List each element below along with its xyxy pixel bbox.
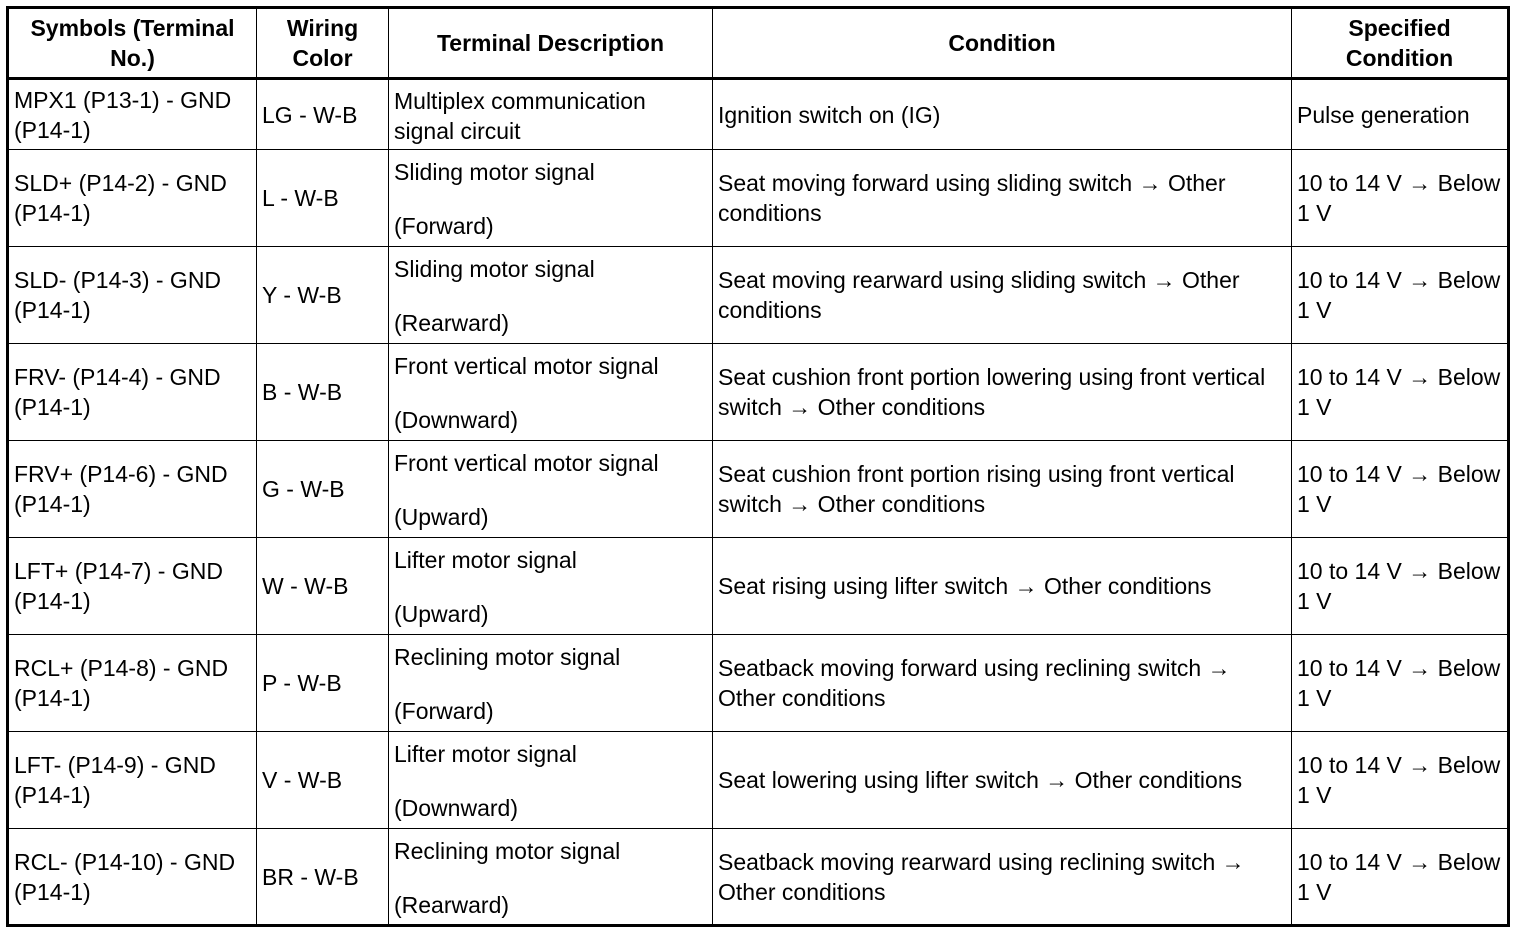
cell-condition: Seatback moving forward using reclining switch → Other conditions bbox=[713, 635, 1292, 732]
cell-condition: Seat cushion front portion rising using front vertical switch → Other conditions bbox=[713, 441, 1292, 538]
cell-wiring-color: B - W-B bbox=[257, 344, 389, 441]
cell-description bbox=[389, 344, 713, 441]
table-row bbox=[8, 344, 1509, 441]
cell-description bbox=[389, 150, 713, 247]
description-direction: (Downward) bbox=[394, 795, 518, 821]
table-body bbox=[8, 79, 1509, 926]
description-direction: (Forward) bbox=[394, 213, 494, 239]
cell-symbols: FRV+ (P14-6) - GND (P14-1) bbox=[8, 441, 257, 538]
cell-specified: Pulse generation bbox=[1292, 79, 1509, 150]
cell-condition: Seat rising using lifter switch → Other conditions bbox=[713, 538, 1292, 635]
cell-symbols: SLD- (P14-3) - GND (P14-1) bbox=[8, 247, 257, 344]
description-text: Lifter motor signal bbox=[394, 741, 577, 767]
cell-specified: 10 to 14 V → Below 1 V bbox=[1292, 635, 1509, 732]
cell-symbols: FRV- (P14-4) - GND (P14-1) bbox=[8, 344, 257, 441]
cell-specified: 10 to 14 V → Below 1 V bbox=[1292, 150, 1509, 247]
cell-description bbox=[389, 635, 713, 732]
header-condition: Condition bbox=[713, 8, 1292, 79]
cell-wiring-color: P - W-B bbox=[257, 635, 389, 732]
cell-condition: Seat moving forward using sliding switch → Other conditions bbox=[713, 150, 1292, 247]
table-row bbox=[8, 829, 1509, 926]
cell-condition: Seatback moving rearward using reclining switch → Other conditions bbox=[713, 829, 1292, 926]
description-text: Sliding motor signal bbox=[394, 159, 595, 185]
cell-wiring-color: Y - W-B bbox=[257, 247, 389, 344]
table-row bbox=[8, 441, 1509, 538]
description-direction: (Upward) bbox=[394, 504, 489, 530]
cell-wiring-color: G - W-B bbox=[257, 441, 389, 538]
table-row bbox=[8, 150, 1509, 247]
description-text: Sliding motor signal bbox=[394, 256, 595, 282]
header-row bbox=[8, 8, 1509, 79]
cell-specified: 10 to 14 V → Below 1 V bbox=[1292, 538, 1509, 635]
cell-description bbox=[389, 829, 713, 926]
description-text: Reclining motor signal bbox=[394, 644, 621, 670]
table-row bbox=[8, 732, 1509, 829]
cell-symbols: SLD+ (P14-2) - GND (P14-1) bbox=[8, 150, 257, 247]
terminal-spec-table bbox=[6, 6, 1510, 927]
cell-specified: 10 to 14 V → Below 1 V bbox=[1292, 441, 1509, 538]
description-direction: (Upward) bbox=[394, 601, 489, 627]
cell-description bbox=[389, 732, 713, 829]
cell-symbols: LFT- (P14-9) - GND (P14-1) bbox=[8, 732, 257, 829]
description-direction: (Downward) bbox=[394, 407, 518, 433]
description-text: Lifter motor signal bbox=[394, 547, 577, 573]
table-row bbox=[8, 635, 1509, 732]
cell-condition: Seat moving rearward using sliding switch → Other conditions bbox=[713, 247, 1292, 344]
table-row bbox=[8, 79, 1509, 150]
description-text: Front vertical motor signal bbox=[394, 353, 659, 379]
cell-wiring-color: BR - W-B bbox=[257, 829, 389, 926]
header-symbols: Symbols (Terminal No.) bbox=[8, 8, 257, 79]
cell-wiring-color: V - W-B bbox=[257, 732, 389, 829]
cell-specified: 10 to 14 V → Below 1 V bbox=[1292, 829, 1509, 926]
cell-condition: Seat cushion front portion lowering using front vertical switch → Other conditions bbox=[713, 344, 1292, 441]
cell-wiring-color: W - W-B bbox=[257, 538, 389, 635]
description-direction: (Rearward) bbox=[394, 310, 510, 336]
table-header bbox=[8, 8, 1509, 79]
cell-specified: 10 to 14 V → Below 1 V bbox=[1292, 344, 1509, 441]
cell-symbols: RCL+ (P14-8) - GND (P14-1) bbox=[8, 635, 257, 732]
cell-description bbox=[389, 538, 713, 635]
cell-description bbox=[389, 79, 713, 150]
cell-specified: 10 to 14 V → Below 1 V bbox=[1292, 732, 1509, 829]
description-text: Reclining motor signal bbox=[394, 837, 621, 864]
cell-wiring-color: L - W-B bbox=[257, 150, 389, 247]
description-direction: (Forward) bbox=[394, 698, 494, 724]
header-terminal-description: Terminal Description bbox=[389, 8, 713, 79]
cell-description bbox=[389, 247, 713, 344]
table-row bbox=[8, 247, 1509, 344]
cell-condition: Seat lowering using lifter switch → Other conditions bbox=[713, 732, 1292, 829]
description-text: Front vertical motor signal bbox=[394, 450, 659, 476]
header-specified-condition: Specified Condition bbox=[1292, 8, 1509, 79]
description-text: Multiplex communication signal circuit bbox=[394, 87, 646, 144]
cell-symbols: LFT+ (P14-7) - GND (P14-1) bbox=[8, 538, 257, 635]
cell-symbols: MPX1 (P13-1) - GND (P14-1) bbox=[8, 79, 257, 150]
cell-condition: Ignition switch on (IG) bbox=[713, 79, 1292, 150]
cell-description bbox=[389, 441, 713, 538]
header-wiring-color: Wiring Color bbox=[257, 8, 389, 79]
cell-specified: 10 to 14 V → Below 1 V bbox=[1292, 247, 1509, 344]
cell-wiring-color: LG - W-B bbox=[257, 79, 389, 150]
description-direction: (Rearward) bbox=[394, 891, 510, 918]
table-row bbox=[8, 538, 1509, 635]
cell-symbols: RCL- (P14-10) - GND (P14-1) bbox=[8, 829, 257, 926]
